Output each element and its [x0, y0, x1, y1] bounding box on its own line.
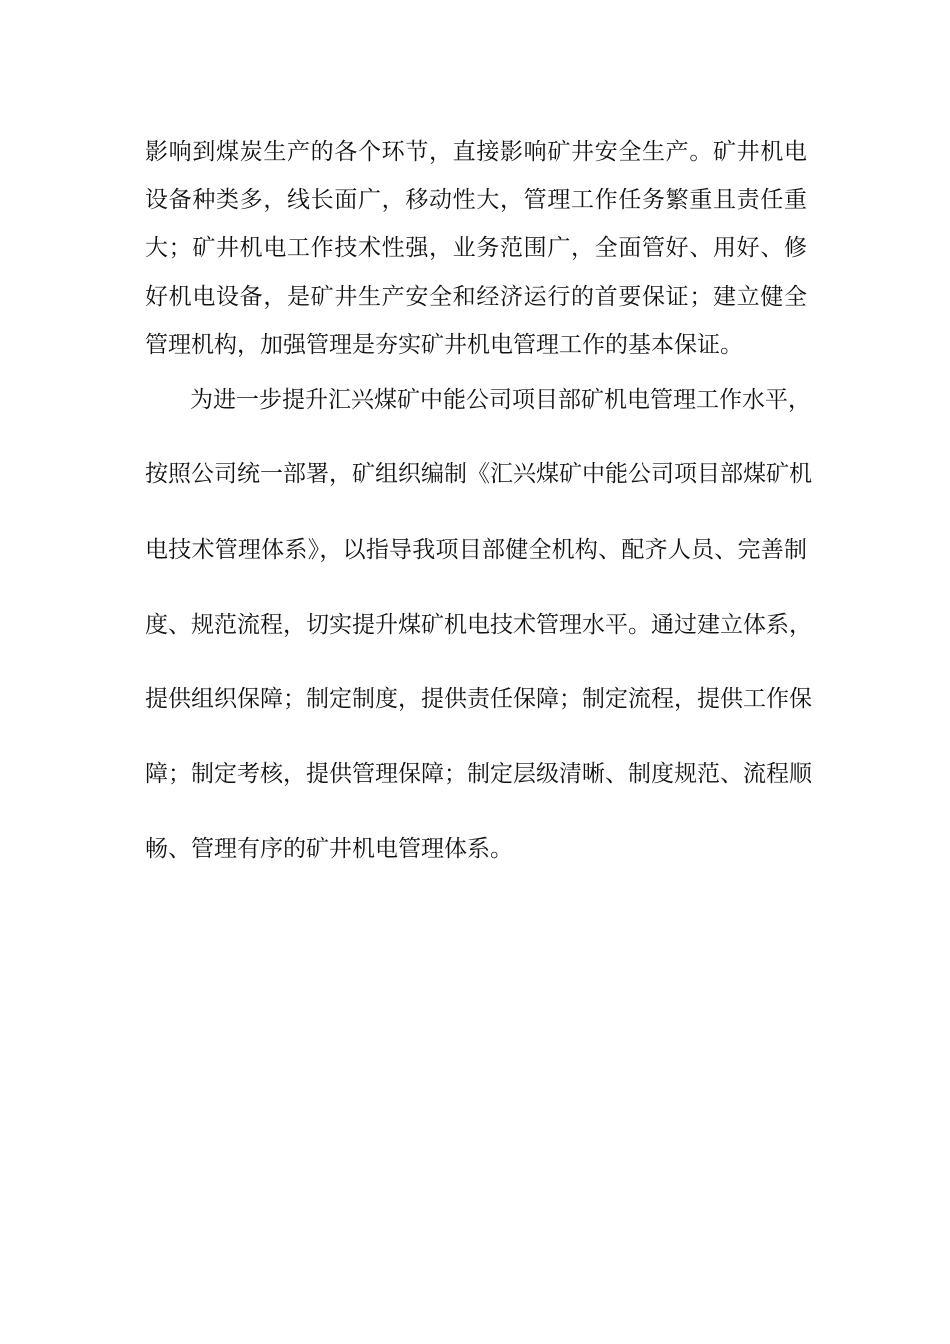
paragraph-1-line-1: 影响到煤炭生产的各个环节，直接影响矿井安全生产。矿井机电: [145, 139, 807, 165]
paragraph-1-line-4: 好机电设备，是矿井生产安全和经济运行的首要保证；建立健全: [145, 284, 807, 310]
paragraph-2-line-7: 畅、管理有序的矿井机电管理体系。: [145, 836, 513, 862]
paragraph-2-line-4: 度、规范流程，切实提升煤矿机电技术管理水平。通过建立体系，: [145, 612, 812, 638]
paragraph-1-line-5: 管理机构，加强管理是夯实矿井机电管理工作的基本保证。: [145, 332, 743, 358]
paragraph-2-line-2: 按照公司统一部署，矿组织编制《汇兴煤矿中能公司项目部煤矿机: [145, 461, 812, 487]
paragraph-2-line-6: 障；制定考核，提供管理保障；制定层级清晰、制度规范、流程顺: [145, 761, 812, 787]
paragraph-2-line-3: 电技术管理体系》，以指导我项目部健全机构、配齐人员、完善制: [145, 537, 807, 563]
paragraph-2-line-1: 为进一步提升汇兴煤矿中能公司项目部矿机电管理工作水平，: [190, 387, 811, 413]
paragraph-1-line-3: 大；矿井机电工作技术性强，业务范围广，全面管好、用好、修: [145, 235, 807, 261]
paragraph-2-line-5: 提供组织保障；制定制度，提供责任保障；制定流程，提供工作保: [145, 686, 812, 712]
paragraph-1-line-2: 设备种类多，线长面广，移动性大，管理工作任务繁重且责任重: [145, 187, 807, 213]
